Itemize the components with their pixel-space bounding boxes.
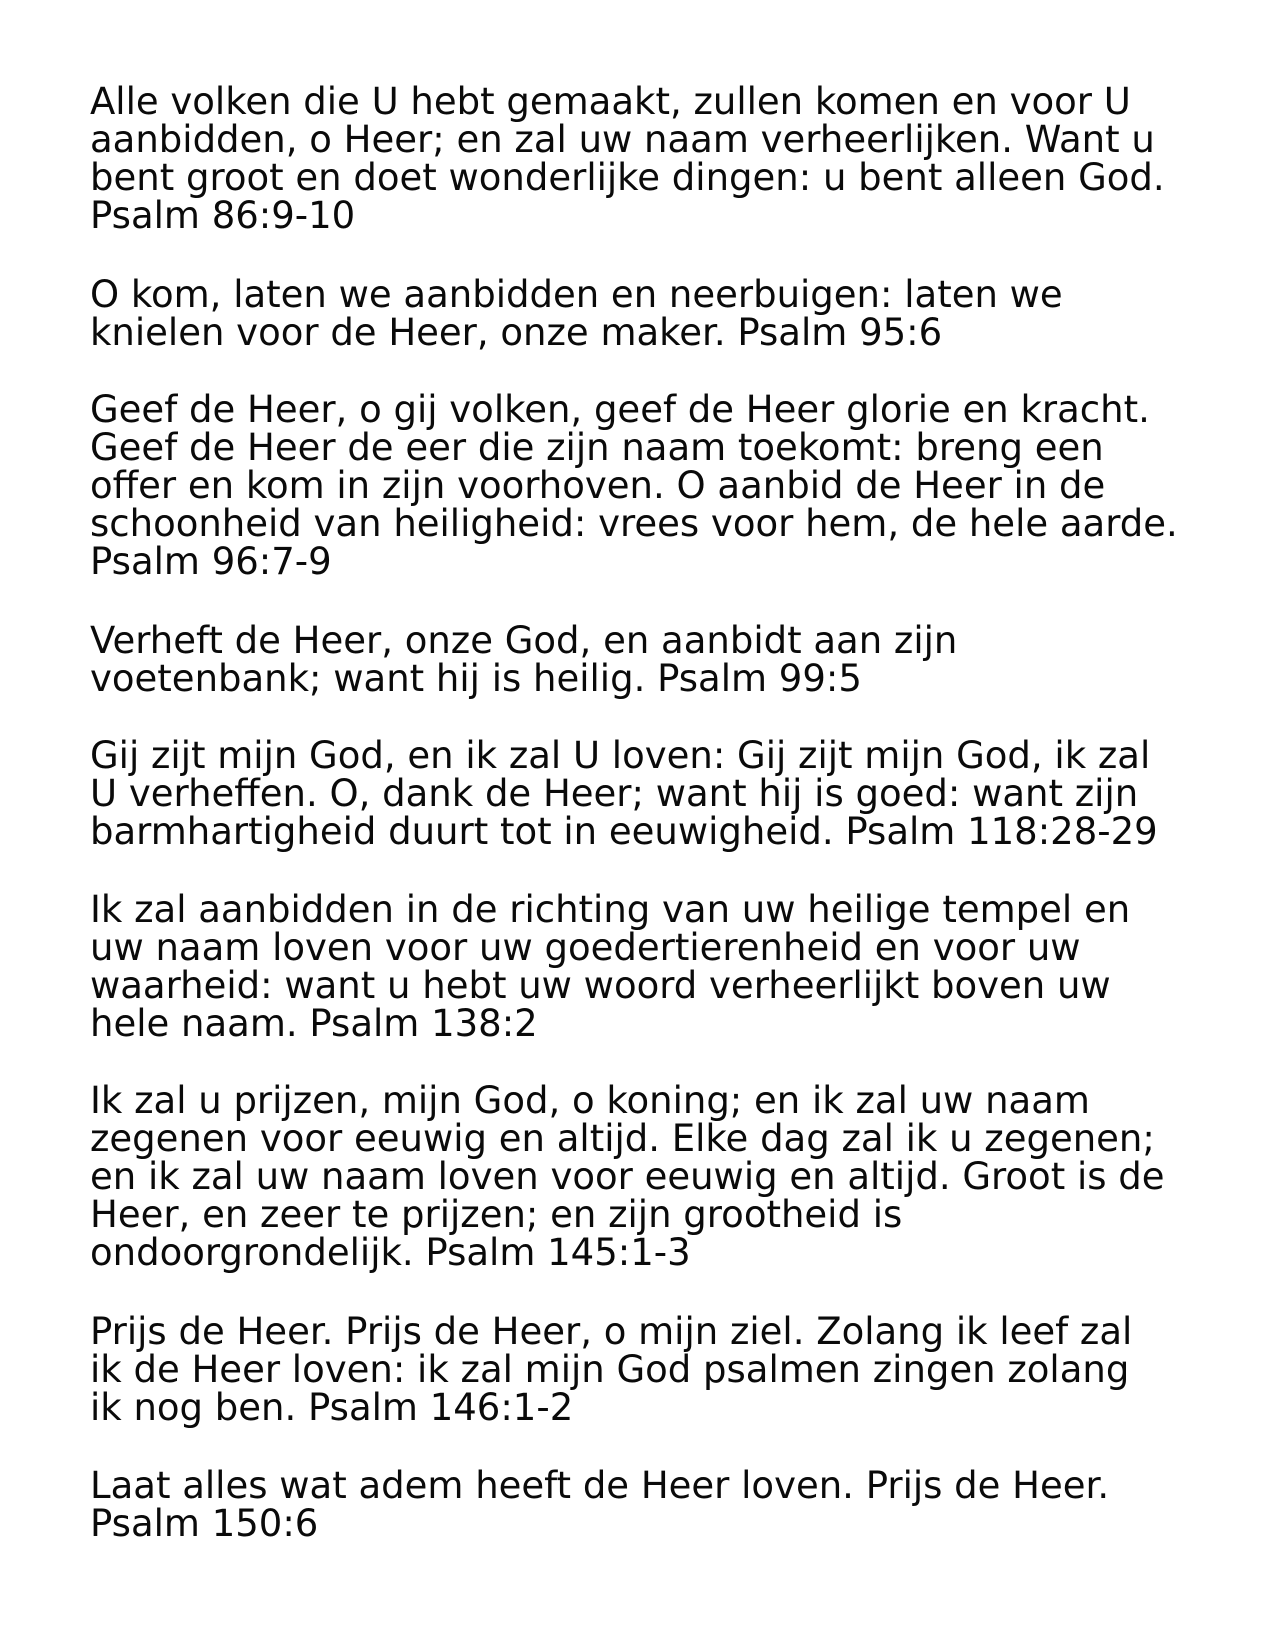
verse-line: Psalm 96:7-9 — [90, 540, 332, 583]
verse-line: Ik zal aanbidden in de richting van uw heilige tempel en — [90, 888, 1131, 931]
verse-line: uw naam loven voor uw goedertierenheid en voor uw — [90, 926, 1081, 969]
verse-line: O kom, laten we aanbidden en neerbuigen: laten we — [90, 273, 1063, 316]
verse-line: Psalm 86:9-10 — [90, 194, 356, 237]
verse-line: zegenen voor eeuwig en altijd. Elke dag zal ik u zegenen; — [90, 1117, 1155, 1160]
verse-line: Prijs de Heer. Prijs de Heer, o mijn ziel. Zolang ik leef zal — [90, 1310, 1133, 1353]
verse-line: en ik zal uw naam loven voor eeuwig en altijd. Groot is de — [90, 1155, 1165, 1198]
verse-line: Heer, en zeer te prijzen; en zijn grootheid is — [90, 1193, 903, 1236]
verse-line: knielen voor de Heer, onze maker. Psalm 95:6 — [90, 311, 943, 354]
verse-line: Psalm 150:6 — [90, 1502, 319, 1545]
verse-line: hele naam. Psalm 138:2 — [90, 1002, 538, 1045]
verse-line: barmhartigheid duurt tot in eeuwigheid. Psalm 118:28-29 — [90, 810, 1158, 853]
verse-line: ik nog ben. Psalm 146:1-2 — [90, 1386, 574, 1429]
verse-line: U verheffen. O, dank de Heer; want hij is goed: want zijn — [90, 772, 1139, 815]
verse-line: voetenbank; want hij is heilig. Psalm 99:5 — [90, 657, 862, 700]
verse-line: waarheid: want u hebt uw woord verheerlijkt boven uw — [90, 964, 1111, 1007]
verse-line: schoonheid van heiligheid: vrees voor hem, de hele aarde. — [90, 502, 1178, 545]
verse-line: ondoorgrondelijk. Psalm 145:1-3 — [90, 1231, 691, 1274]
verse-line: Laat alles wat adem heeft de Heer loven. Prijs de Heer. — [90, 1464, 1110, 1507]
verse-line: aanbidden, o Heer; en zal uw naam verheerlijken. Want u — [90, 118, 1155, 161]
verse-line: offer en kom in zijn voorhoven. O aanbid de Heer in de — [90, 464, 1106, 507]
verse-line: bent groot en doet wonderlijke dingen: u bent alleen God. — [90, 156, 1165, 199]
verse-line: Ik zal u prijzen, mijn God, o koning; en ik zal uw naam — [90, 1079, 1090, 1122]
verse-line: Gij zijt mijn God, en ik zal U loven: Gij zijt mijn God, ik zal — [90, 734, 1151, 777]
verse-line: Verheft de Heer, onze God, en aanbidt aan zijn — [90, 619, 958, 662]
verse-line: Alle volken die U hebt gemaakt, zullen komen en voor U — [90, 80, 1131, 123]
verse-line: Geef de Heer de eer die zijn naam toekomt: breng een — [90, 426, 1104, 469]
verse-line: Geef de Heer, o gij volken, geef de Heer glorie en kracht. — [90, 388, 1150, 431]
verse-line: ik de Heer loven: ik zal mijn God psalmen zingen zolang — [90, 1348, 1130, 1391]
